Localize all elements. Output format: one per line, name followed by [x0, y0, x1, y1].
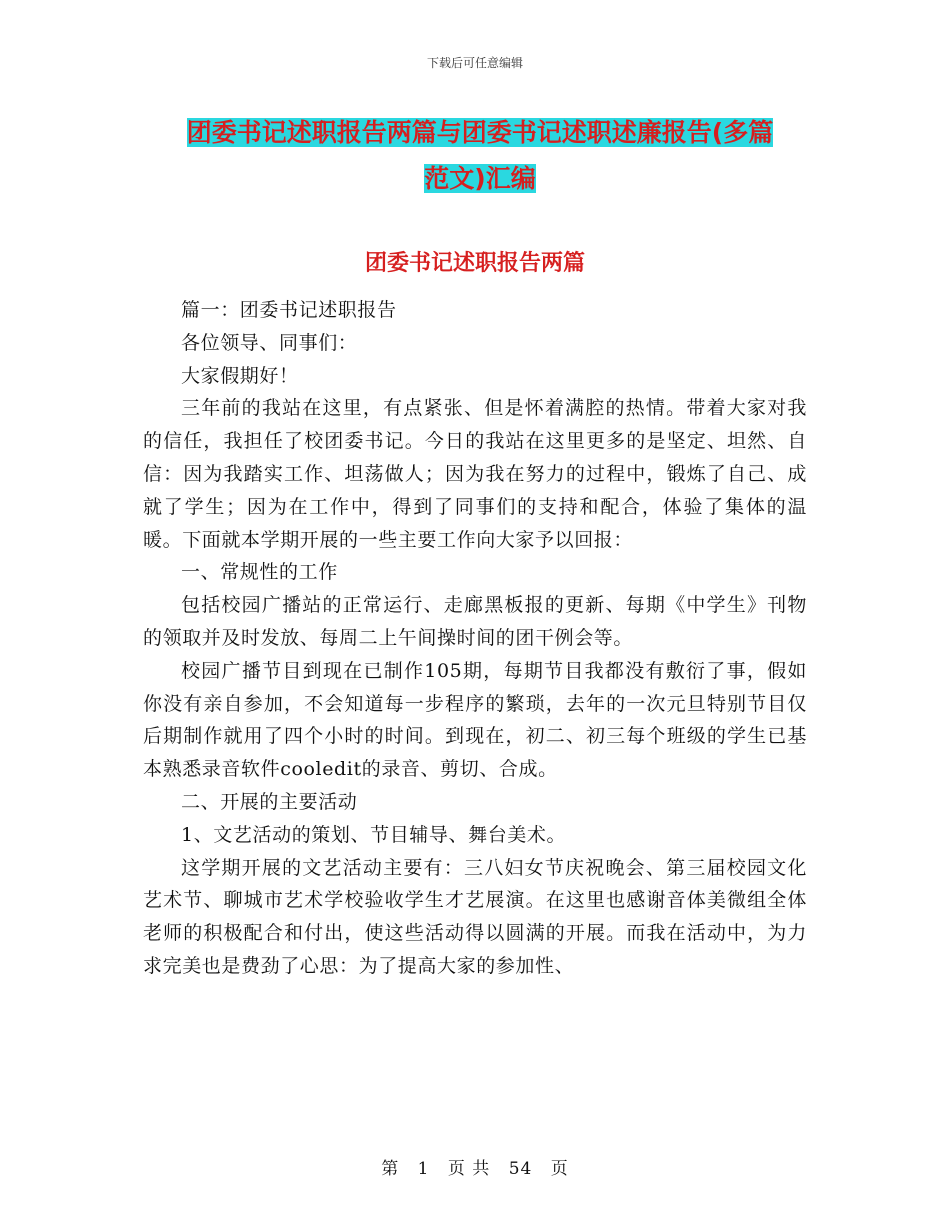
footer-total-pages: 54 — [508, 1159, 533, 1179]
paragraph: 三年前的我站在这里，有点紧张、但是怀着满腔的热情。带着大家对我的信任，我担任了校团委书记。今日的我站在这里更多的是坚定、坦然、自信：因为我踏实工作、坦荡做人；因为我在努力的过程中，锻炼了自己、成就了学生；因为在工作中，得到了同事们的支持和配合，体验了集体的温暖。下面就本学期开展的一些主要工作向大家予以回报： — [143, 397, 807, 551]
document-title-line-2: 范文)汇编 — [424, 164, 536, 193]
paragraph: 一、常规性的工作 — [181, 561, 338, 584]
paragraph: 校园广播节目到现在已制作105期，每期节目我都没有敷衍了事，假如你没有亲自参加，不会知道每一步程序的繁琐，去年的一次元旦特别节目仅后期制作就用了四个小时的时间。到现在，初二、初三每个班级的学生已基本熟悉录音软件cooledit的录音、剪切、合成。 — [143, 659, 807, 781]
paragraph: 这学期开展的文艺活动主要有：三八妇女节庆祝晚会、第三届校园文化艺术节、聊城市艺术学校验收学生才艺展演。在这里也感谢音体美微组全体老师的积极配合和付出，使这些活动得以圆满的开展。而我在活动中，为力求完美也是费劲了心思：为了提高大家的参加性、 — [143, 856, 807, 977]
footer-suffix: 页 — [550, 1159, 569, 1179]
body-text — [143, 294, 807, 983]
page-footer — [0, 1154, 950, 1179]
paragraph: 各位领导、同事们： — [181, 331, 358, 354]
footer-prefix: 第 — [381, 1159, 400, 1179]
paragraph: 包括校园广播站的正常运行、走廊黑板报的更新、每期《中学生》刊物的领取并及时发放、每周二上午间操时间的团干例会等。 — [143, 594, 807, 649]
document-title-line-1: 团委书记述职报告两篇与团委书记述职述廉报告(多篇 — [186, 118, 774, 147]
footer-mid: 页 共 — [447, 1159, 491, 1179]
paragraph: 二、开展的主要活动 — [181, 790, 358, 813]
paragraph: 大家假期好！ — [181, 364, 299, 387]
paragraph: 篇一：团委书记述职报告 — [181, 299, 397, 321]
paragraph: 1、文艺活动的策划、节目辅导、舞台美术。 — [181, 823, 567, 846]
footer-page-number: 1 — [417, 1159, 430, 1179]
header-note: 下载后可任意编辑 — [426, 56, 523, 70]
document-title — [140, 110, 820, 202]
section-title: 团委书记述职报告两篇 — [364, 251, 585, 276]
